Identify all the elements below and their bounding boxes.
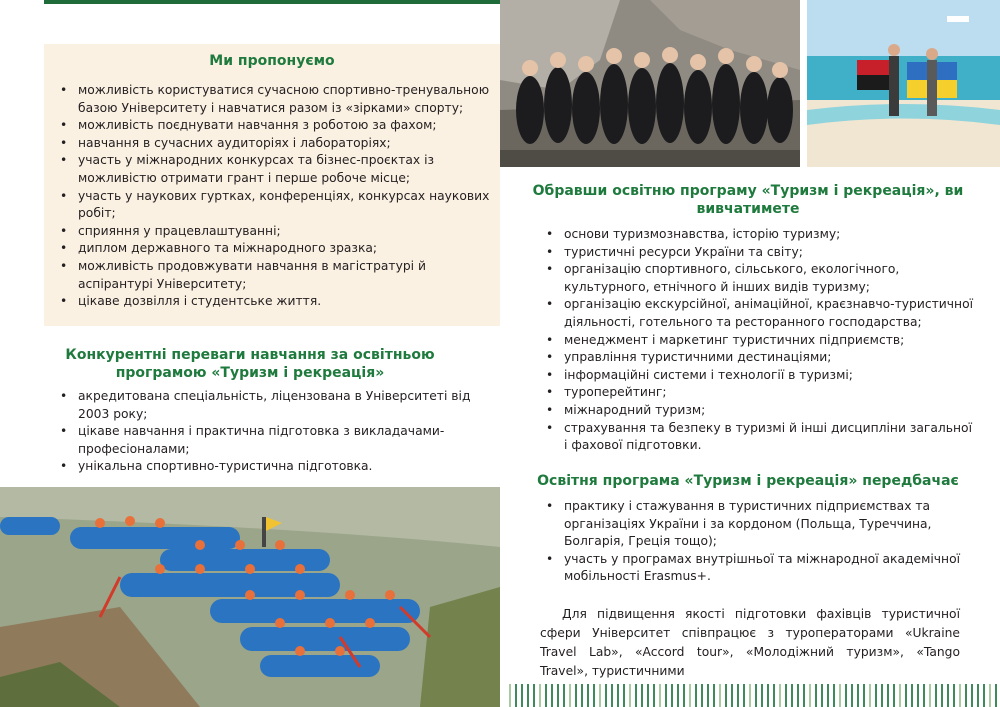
list-item: • диплом державного та міжнародного зразка; (44, 240, 500, 258)
stripe-mark (953, 684, 955, 707)
stripe-mark (581, 684, 583, 707)
list-item: • участь у наукових гуртках, конференціях, конкурсах наукових робіт; (44, 188, 500, 223)
stripe-mark (569, 684, 571, 707)
stripe-mark (665, 684, 667, 707)
stripe-mark (911, 684, 913, 707)
list-item: • цікаве дозвілля і студентське життя. (44, 293, 500, 311)
stripe-mark (731, 684, 733, 707)
list-item: • участь у міжнародних конкурсах та бізнес-проєктах із можливістю отримати грант і перше робоче місце; (44, 152, 500, 187)
program-title: Обравши освітню програму «Туризм і рекреація», ви вивчатимете (532, 183, 964, 217)
stripe-mark (797, 684, 799, 707)
stripe-mark (527, 684, 529, 707)
stripe-mark (551, 684, 553, 707)
stripe-mark (509, 684, 511, 707)
stripe-mark (599, 684, 601, 707)
list-item: • можливість користуватися сучасною спортивно-тренувальною базою Університету і навчатися разом із «зірками» спорту; (44, 82, 500, 117)
list-item: • основи туризмознавства, історію туризму; (530, 226, 975, 244)
includes-list (530, 498, 975, 586)
stripe-mark (875, 684, 877, 707)
stripe-mark (653, 684, 655, 707)
stripe-mark (959, 684, 961, 707)
rafting-photo (0, 487, 500, 707)
stripe-mark (773, 684, 775, 707)
offer-title: Ми пропонуємо (209, 53, 335, 69)
includes-title: Освітня програма «Туризм і рекреація» передбачає (537, 473, 959, 489)
stripe-mark (755, 684, 757, 707)
list-item: • туристичні ресурси України та світу; (530, 244, 975, 262)
stripe-mark (689, 684, 691, 707)
advantages-list (44, 388, 474, 476)
stripe-mark (839, 684, 841, 707)
stripe-mark (659, 684, 661, 707)
stripe-mark (623, 684, 625, 707)
list-item: • можливість поєднувати навчання з роботою за фахом; (44, 117, 500, 135)
stripe-mark (647, 684, 649, 707)
stripe-mark (641, 684, 643, 707)
stripe-mark (629, 684, 631, 707)
stripe-mark (989, 684, 991, 707)
stripe-mark (821, 684, 823, 707)
stripe-mark (941, 684, 943, 707)
stripe-mark (929, 684, 931, 707)
program-list (530, 226, 975, 455)
stripe-mark (671, 684, 673, 707)
stripe-mark (995, 684, 997, 707)
stripe-mark (917, 684, 919, 707)
list-item: • організацію екскурсійної, анімаційної, краєзнавчо-туристичної діяльності, готельного та ресторанного господарства; (530, 296, 975, 331)
list-item: • організацію спортивного, сільського, екологічного, культурного, етнічного й інших видів туризму; (530, 261, 975, 296)
stripe-mark (845, 684, 847, 707)
stripe-mark (719, 684, 721, 707)
stripe-mark (881, 684, 883, 707)
stripe-mark (749, 684, 751, 707)
stripe-mark (827, 684, 829, 707)
list-item: • унікальна спортивно-туристична підготовка. (44, 458, 474, 476)
stripe-mark (701, 684, 703, 707)
stripe-mark (923, 684, 925, 707)
stripe-mark (887, 684, 889, 707)
stripe-mark (767, 684, 769, 707)
stripe-mark (743, 684, 745, 707)
stripe-mark (539, 684, 541, 707)
list-item: • міжнародний туризм; (530, 402, 975, 420)
list-item: • практику і стажування в туристичних підприємствах та організаціях України і за кордоном (Польща, Туреччина, Болгарія, Греція тощо); (530, 498, 975, 551)
stripe-mark (971, 684, 973, 707)
stripe-mark (635, 684, 637, 707)
stripe-mark (605, 684, 607, 707)
stripe-mark (707, 684, 709, 707)
stripe-mark (515, 684, 517, 707)
cooperation-paragraph: Для підвищення якості підготовки фахівців туристичної сфери Університет співпрацює з туроператорами «Ukraine Travel Lab», «Accord tour», «Молодіжний туризм», «Tango Travel», туристичними (540, 607, 960, 678)
stripe-mark (803, 684, 805, 707)
stripe-mark (611, 684, 613, 707)
stripe-mark (521, 684, 523, 707)
stripe-mark (695, 684, 697, 707)
stripe-mark (893, 684, 895, 707)
stripe-mark (947, 684, 949, 707)
stripe-mark (833, 684, 835, 707)
stripe-mark (815, 684, 817, 707)
list-item: • цікаве навчання і практична підготовка з викладачами-професіоналами; (44, 423, 474, 458)
list-item: • можливість продовжувати навчання в магістратурі й аспірантурі Університету; (44, 258, 500, 293)
stripe-mark (737, 684, 739, 707)
advantages-title: Конкурентні переваги навчання за освітньою програмою «Туризм і рекреація» (65, 347, 435, 381)
stripe-mark (587, 684, 589, 707)
stripe-mark (575, 684, 577, 707)
stripe-mark (779, 684, 781, 707)
stripe-mark (863, 684, 865, 707)
stripe-mark (983, 684, 985, 707)
stripe-mark (809, 684, 811, 707)
decorative-stripes (505, 684, 1000, 707)
stripe-mark (869, 684, 871, 707)
stripe-mark (899, 684, 901, 707)
list-item: • туроперейтинг; (530, 384, 975, 402)
list-item: • навчання в сучасних аудиторіях і лабораторіях; (44, 135, 500, 153)
stripe-mark (761, 684, 763, 707)
stripe-mark (905, 684, 907, 707)
list-item: • менеджмент і маркетинг туристичних підприємств; (530, 332, 975, 350)
stripe-mark (713, 684, 715, 707)
offer-box (44, 44, 500, 326)
stripe-mark (965, 684, 967, 707)
list-item: • страхування та безпеку в туризмі й інші дисципліни загальної і фахової підготовки. (530, 420, 975, 455)
beach-flags-photo (807, 0, 1000, 167)
stripe-mark (557, 684, 559, 707)
stripe-mark (785, 684, 787, 707)
stripe-mark (725, 684, 727, 707)
stripe-mark (563, 684, 565, 707)
top-rule (44, 0, 500, 4)
list-item: • управління туристичними дестинаціями; (530, 349, 975, 367)
stripe-mark (851, 684, 853, 707)
stripe-mark (977, 684, 979, 707)
stripe-mark (545, 684, 547, 707)
list-item: • участь у програмах внутрішньої та міжнародної академічної мобільності Erasmus+. (530, 551, 975, 586)
stripe-mark (857, 684, 859, 707)
stripe-mark (791, 684, 793, 707)
offer-list (44, 82, 500, 311)
list-item: • інформаційні системи і технології в туризмі; (530, 367, 975, 385)
list-item: • сприяння у працевлаштуванні; (44, 223, 500, 241)
list-item: • акредитована спеціальність, ліцензована в Університеті від 2003 року; (44, 388, 474, 423)
stripe-mark (593, 684, 595, 707)
stripe-mark (533, 684, 535, 707)
students-group-photo (500, 0, 800, 167)
stripe-mark (617, 684, 619, 707)
stripe-mark (683, 684, 685, 707)
stripe-mark (935, 684, 937, 707)
stripe-mark (677, 684, 679, 707)
